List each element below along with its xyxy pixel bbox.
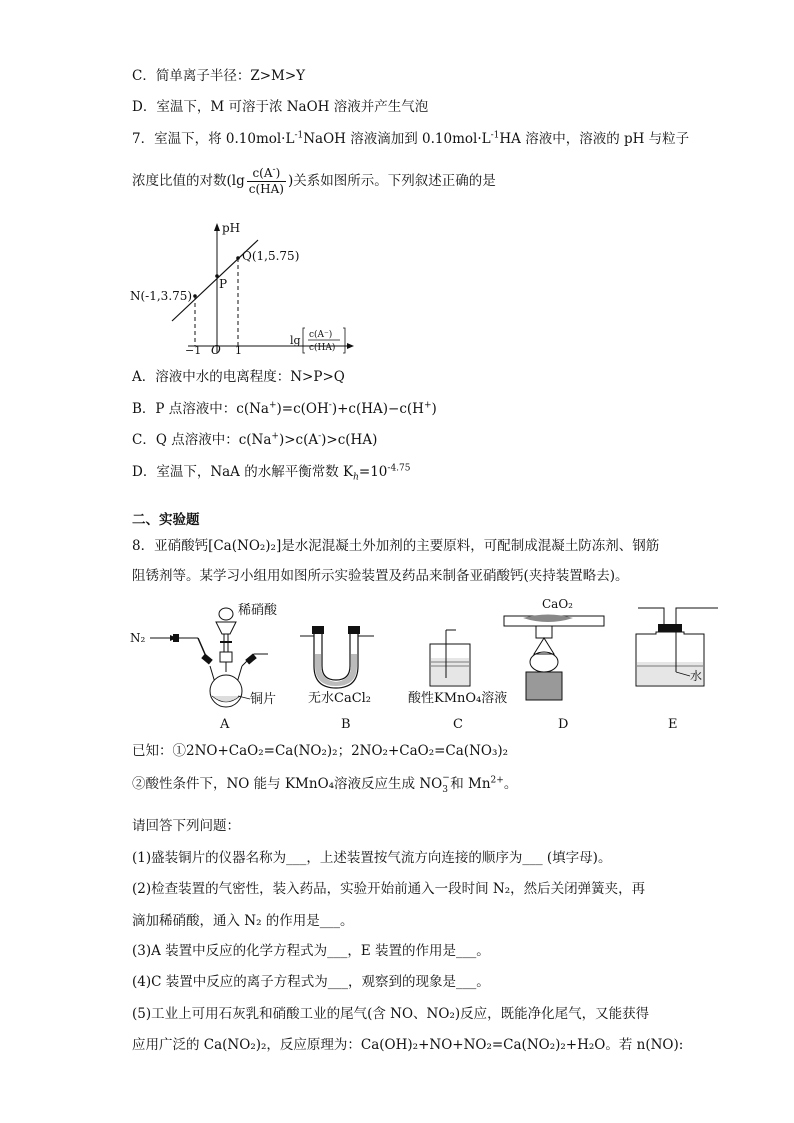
q7-stem-line1: 7．室温下，将 $0.10mol\cdot L^{-1}NaOH$ 溶液滴加到 $0.10mol\cdot L^{-1}HA$ 溶液中，溶液的 pH 与粒子	[132, 130, 690, 147]
apparatus-diagram	[128, 596, 728, 736]
svg-text:水: 水	[690, 669, 703, 683]
apparatus-a	[130, 602, 278, 732]
q8-part-4: (4)C 装置中反应的离子方程式为___，观察到的现象是___。	[132, 974, 490, 990]
svg-text:酸性KMnO₄溶液: 酸性KMnO₄溶液	[408, 691, 508, 706]
q7-stem-line2: 浓度比值的对数(lg $\frac{c(A^-)}{c(HA)}$ )关系如图所示。下列叙述正确的是	[132, 165, 496, 196]
q8-part-2b: 滴加稀硝酸，通入 N₂ 的作用是___。	[132, 913, 354, 929]
concentration-ratio-fraction: $\frac{c(A^-)}{c(HA)}$	[248, 165, 284, 196]
q8-known-2: ②酸性条件下，NO 能与 KMnO₄溶液反应生成 NO − 3 和 $Mn^{2+}$。	[132, 773, 518, 795]
svg-text:稀硝酸: 稀硝酸	[238, 603, 278, 618]
apparatus-c	[408, 630, 507, 732]
point-q-label: Q(1,5.75)	[242, 249, 300, 263]
svg-text:D: D	[558, 717, 569, 732]
q8-stem-line2: 阻锈剂等。某学习小组用如图所示实验装置及药品来制备亚硝酸钙(夹持装置略去)。	[132, 568, 629, 584]
svg-text:C: C	[453, 717, 463, 732]
origin-label: O	[211, 343, 221, 357]
apparatus-b	[300, 626, 374, 732]
q8-part-1: (1)盛装铜片的仪器名称为___，上述装置按气流方向连接的顺序为___ (填字母)。	[132, 850, 612, 866]
tick-1: 1	[235, 344, 242, 357]
q6-option-d: D．室温下，M 可溶于浓 NaOH 溶液并产生气泡	[132, 99, 429, 115]
tick-neg1: −1	[185, 344, 202, 357]
section-title: 二、实验题	[132, 512, 200, 528]
point-n	[193, 294, 197, 298]
q8-prompt: 请回答下列问题：	[132, 818, 240, 834]
apparatus-e	[636, 608, 718, 732]
q8-part-2a: (2)检查装置的气密性，装入药品，实验开始前通入一段时间 N₂，然后关闭弹簧夹，再	[132, 881, 646, 897]
q8-part-3: (3)A 装置中反应的化学方程式为___，E 装置的作用是___。	[132, 943, 490, 959]
q7-option-d: D．室温下，NaA 的水解平衡常数 $K_h=10^{-4.75}$	[132, 463, 411, 483]
svg-text:E: E	[668, 717, 678, 732]
apparatus-d	[504, 597, 604, 732]
point-n-label: N(-1,3.75)	[130, 289, 193, 303]
svg-text:A: A	[220, 717, 230, 732]
svg-text:铜片: 铜片	[250, 692, 277, 707]
q7-option-a: A．溶液中水的电离程度：N>P>Q	[132, 369, 345, 385]
q8-stem-line1: 8．亚硝酸钙[Ca(NO₂)₂]是水泥混凝土外加剂的主要原料，可配制成混凝土防冻剂、钢筋	[132, 538, 660, 554]
svg-text:c(HA): c(HA)	[309, 343, 336, 353]
point-p-label: P	[219, 277, 228, 291]
q8-part-5a: (5)工业上可用石灰乳和硝酸工业的尾气(含 NO、NO₂)反应，既能净化尾气，又能获得	[132, 1006, 650, 1022]
ph-graph	[128, 218, 368, 360]
x-axis-label	[290, 328, 345, 353]
svg-text:lg: lg	[290, 334, 301, 347]
svg-text:N₂: N₂	[130, 631, 146, 645]
q8-part-5b: 应用广泛的 Ca(NO₂)₂，反应原理为：Ca(OH)₂+NO+NO₂=Ca(NO₂)₂+H₂O。若 n(NO):	[132, 1037, 684, 1053]
svg-text:B: B	[341, 717, 351, 732]
svg-text:无水CaCl₂: 无水CaCl₂	[308, 691, 372, 706]
svg-text:CaO₂: CaO₂	[542, 597, 573, 611]
q7-option-b: B．P 点溶液中：c(Na+)=c(OH-)+c(HA)−c(H+)	[132, 400, 437, 417]
q7-option-c: C．Q 点溶液中：c(Na+)>c(A-)>c(HA)	[132, 431, 378, 448]
y-axis-label: pH	[222, 221, 241, 235]
point-q	[236, 256, 240, 260]
q8-known-1: 已知：①2NO+CaO₂=Ca(NO₂)₂；2NO₂+CaO₂=Ca(NO₃)₂	[132, 743, 509, 759]
svg-text:c(A⁻): c(A⁻)	[309, 330, 333, 340]
q6-option-c: C．简单离子半径：Z>M>Y	[132, 68, 306, 84]
